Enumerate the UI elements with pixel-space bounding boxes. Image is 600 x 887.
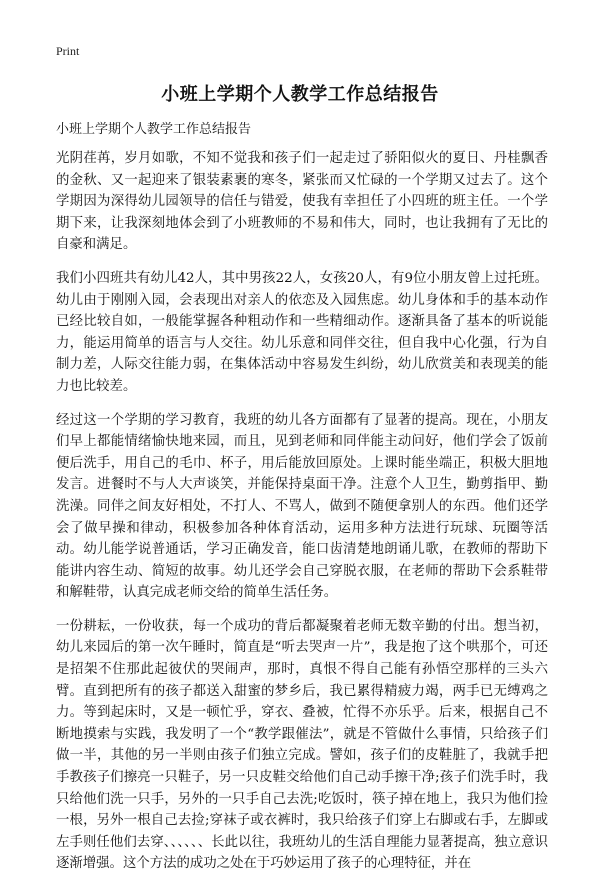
print-link[interactable]: Print <box>56 44 80 58</box>
paragraph-4: 一份耕耘，一份收获，每一个成功的背后都凝聚着老师无数辛勤的付出。想当初，幼儿来园后的第一次午睡时，简直是“听去哭声一片”，我是抱了这个哄那个，可还是招架不住那此起彼伏的哭闹声，那时，真恨不得自己能有孙悟空那样的三头六臂。直到把所有的孩子都送入甜蜜的梦乡后，我已累得精疲力竭，两手已无缚鸡之力。等到起床时，又是一顿忙乎，穿衣、叠被，忙得不亦乐乎。后来，根据自己不断地摸索与实践，我发明了一个“教学跟催法”，就是不管做什么事情，只给孩子们做一半，其他的另一半则由孩子们独立完成。譬如，孩子们的皮鞋脏了，我就手把手教孩子们擦亮一只鞋子，另一只皮鞋交给他们自己动手擦干净;孩子们洗手时，我只给他们洗一只手，另外的一只手自己去洗;吃饭时，筷子掉在地上，我只为他们捡一根，另外一根自己去捡;穿袜子或衣裤时，我只给孩子们穿上右脚或右手，左脚或左手则任他们去穿、、、、、、长此以往，我班幼儿的生活自理能力显著提高，独立意识逐渐增强。这个方法的成功之处在于巧妙运用了孩子的心理特征，并在 <box>56 618 548 872</box>
article-body <box>56 148 548 887</box>
document-subtitle: 小班上学期个人教学工作总结报告 <box>56 122 252 137</box>
paragraph-1: 光阴荏苒，岁月如歌，不知不觉我和孩子们一起走过了骄阳似火的夏日、丹桂飘香的金秋、又一起迎来了银装素裹的寒冬，紧张而又忙碌的一个学期又过去了。这个学期因为深得幼儿园领导的信任与错爱，使我有幸担任了小四班的班主任。一个学期下来，让我深刻地体会到了小班教师的不易和伟大，同时，也让我拥有了无比的自豪和满足。 <box>56 151 548 253</box>
paragraph-3: 经过这一个学期的学习教育，我班的幼儿各方面都有了显著的提高。现在，小朋友们早上都能情绪愉快地来园，而且，见到老师和同伴能主动问好，他们学会了饭前便后洗手，用自己的毛巾、杯子，用后能放回原处。上课时能坐端正，积极大胆地发言。进餐时不与人大声谈笑，并能保持桌面干净。注意个人卫生，勤剪指甲、勤洗澡。同伴之间友好相处，不打人、不骂人，做到不随便拿别人的东西。他们还学会了做早操和律动，积极参加各种体育活动，运用多种方法进行玩球、玩圈等活动。幼儿能学说普通话，学习正确发音，能口齿清楚地朗诵儿歌，在教师的帮助下能讲内容生动、简短的故事。幼儿还学会自己穿脱衣服，在老师的帮助下会系鞋带和解鞋带，认真完成老师交给的简单生活任务。 <box>56 412 548 601</box>
paragraph-2: 我们小四班共有幼儿42人，其中男孩22人，女孩20人，有9位小朋友曾上过托班。幼儿由于刚刚入园，会表现出对亲人的依恋及入园焦虑。幼儿身体和手的基本动作已经比较自如，一般能掌握各种粗动作和一些精细动作。逐渐具备了基本的听说能力，能运用简单的语言与人交往。幼儿乐意和同伴交往，但自我中心化强，行为自制力差，人际交往能力弱，在集体活动中容易发生纠纷，幼儿欣赏美和表现美的能力也比较差。 <box>56 270 548 394</box>
page-title: 小班上学期个人教学工作总结报告 <box>161 84 439 105</box>
